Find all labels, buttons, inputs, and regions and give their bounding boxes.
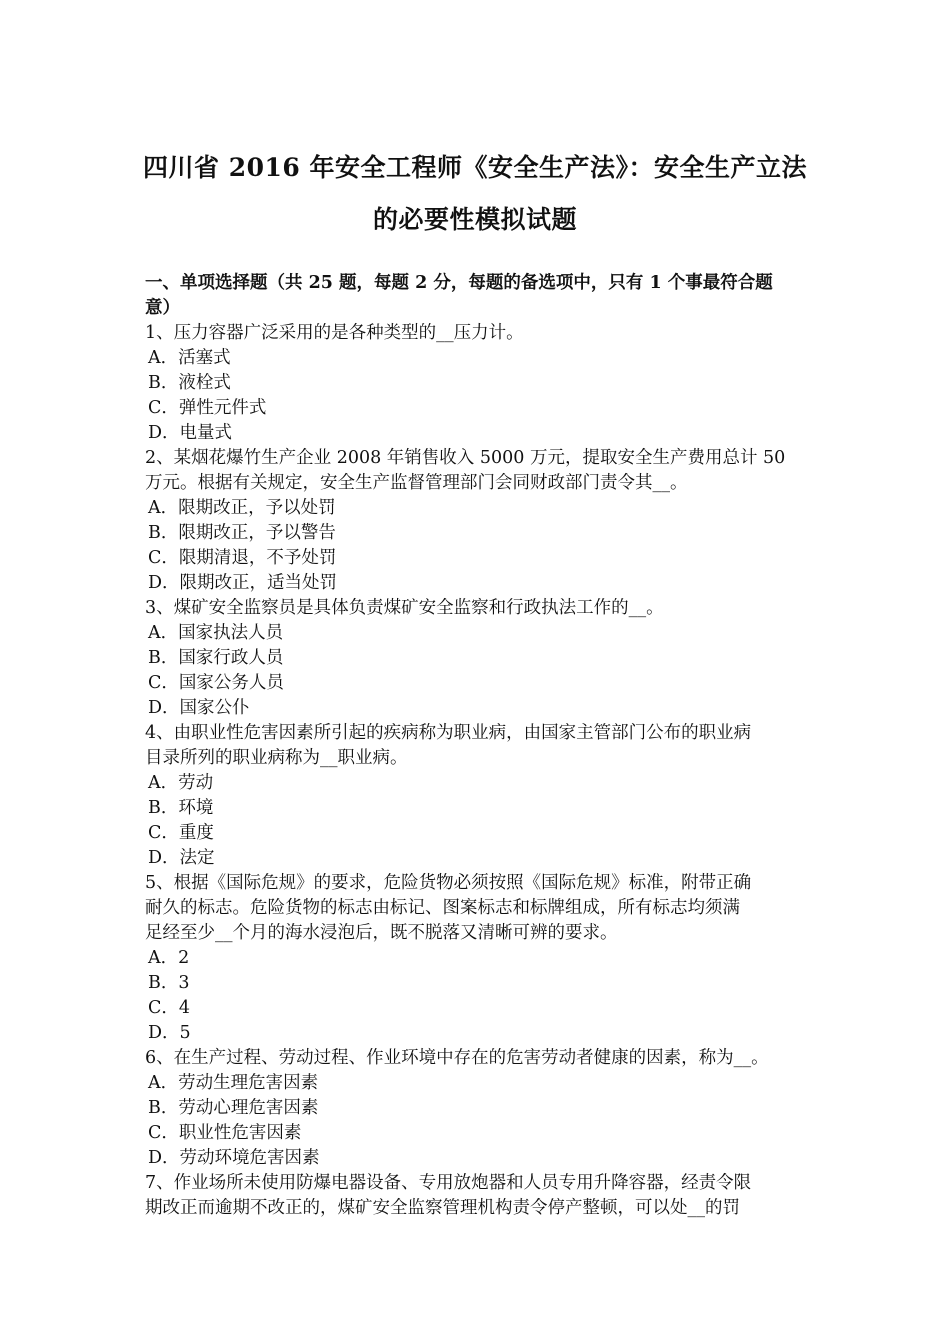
answer-option: A．活塞式 [148, 348, 231, 368]
answer-option: C．4 [148, 998, 191, 1018]
answer-option: D．5 [148, 1023, 191, 1043]
answer-option: C．职业性危害因素 [148, 1123, 302, 1143]
question-text-line: 3、煤矿安全监察员是具体负责煤矿安全监察和行政执法工作的__。 [145, 598, 664, 618]
section-heading-line: 一、单项选择题（共 25 题，每题 2 分，每题的备选项中，只有 1 个事最符合题 [145, 273, 773, 293]
answer-option: B．液栓式 [148, 373, 231, 393]
answer-option: C．国家公务人员 [148, 673, 284, 693]
answer-option: A．劳动 [148, 773, 214, 793]
answer-option: C．重度 [148, 823, 214, 843]
question-text-line: 6、在生产过程、劳动过程、作业环境中存在的危害劳动者健康的因素，称为__。 [145, 1048, 769, 1068]
answer-option: A．2 [148, 948, 190, 968]
section-heading-line: 意） [145, 298, 180, 318]
answer-option: A．劳动生理危害因素 [148, 1073, 319, 1093]
document-title-line-2: 的必要性模拟试题 [372, 205, 577, 234]
answer-option: B．限期改正，予以警告 [148, 523, 336, 543]
answer-option: A．国家执法人员 [148, 623, 284, 643]
question-text-line: 期改正而逾期不改正的，煤矿安全监察管理机构责令停产整顿，可以处__的罚 [145, 1198, 740, 1218]
answer-option: B．环境 [148, 798, 214, 818]
question-text-line: 4、由职业性危害因素所引起的疾病称为职业病，由国家主管部门公布的职业病 [145, 723, 752, 743]
answer-option: D．劳动环境危害因素 [148, 1148, 320, 1168]
answer-option: D．电量式 [148, 423, 233, 443]
answer-option: B．国家行政人员 [148, 648, 284, 668]
question-text-line: 7、作业场所未使用防爆电器设备、专用放炮器和人员专用升降容器，经责令限 [145, 1173, 752, 1193]
question-text-line: 1、压力容器广泛采用的是各种类型的__压力计。 [145, 323, 524, 343]
answer-option: B．3 [148, 973, 190, 993]
question-text-line: 2、某烟花爆竹生产企业 2008 年销售收入 5000 万元，提取安全生产费用总计 50 [145, 448, 786, 468]
answer-option: D．法定 [148, 848, 215, 868]
document-body [145, 271, 825, 1221]
answer-option: A．限期改正，予以处罚 [148, 498, 336, 518]
question-text-line: 5、根据《国际危规》的要求，危险货物必须按照《国际危规》标准，附带正确 [145, 873, 752, 893]
question-text-line: 耐久的标志。危险货物的标志由标记、图案标志和标牌组成，所有标志均须满 [145, 898, 740, 918]
question-text-line: 万元。根据有关规定，安全生产监督管理部门会同财政部门责令其__。 [145, 473, 688, 493]
question-text-line: 足经至少__个月的海水浸泡后，既不脱落又清晰可辨的要求。 [145, 923, 618, 943]
answer-option: B．劳动心理危害因素 [148, 1098, 319, 1118]
answer-option: C．弹性元件式 [148, 398, 267, 418]
answer-option: D．国家公仆 [148, 698, 250, 718]
question-text-line: 目录所列的职业病称为__职业病。 [145, 748, 408, 768]
answer-option: C．限期清退，不予处罚 [148, 548, 337, 568]
answer-option: D．限期改正，适当处罚 [148, 573, 338, 593]
document-title-line-1: 四川省 2016 年安全工程师《安全生产法》：安全生产立法 [143, 153, 807, 182]
